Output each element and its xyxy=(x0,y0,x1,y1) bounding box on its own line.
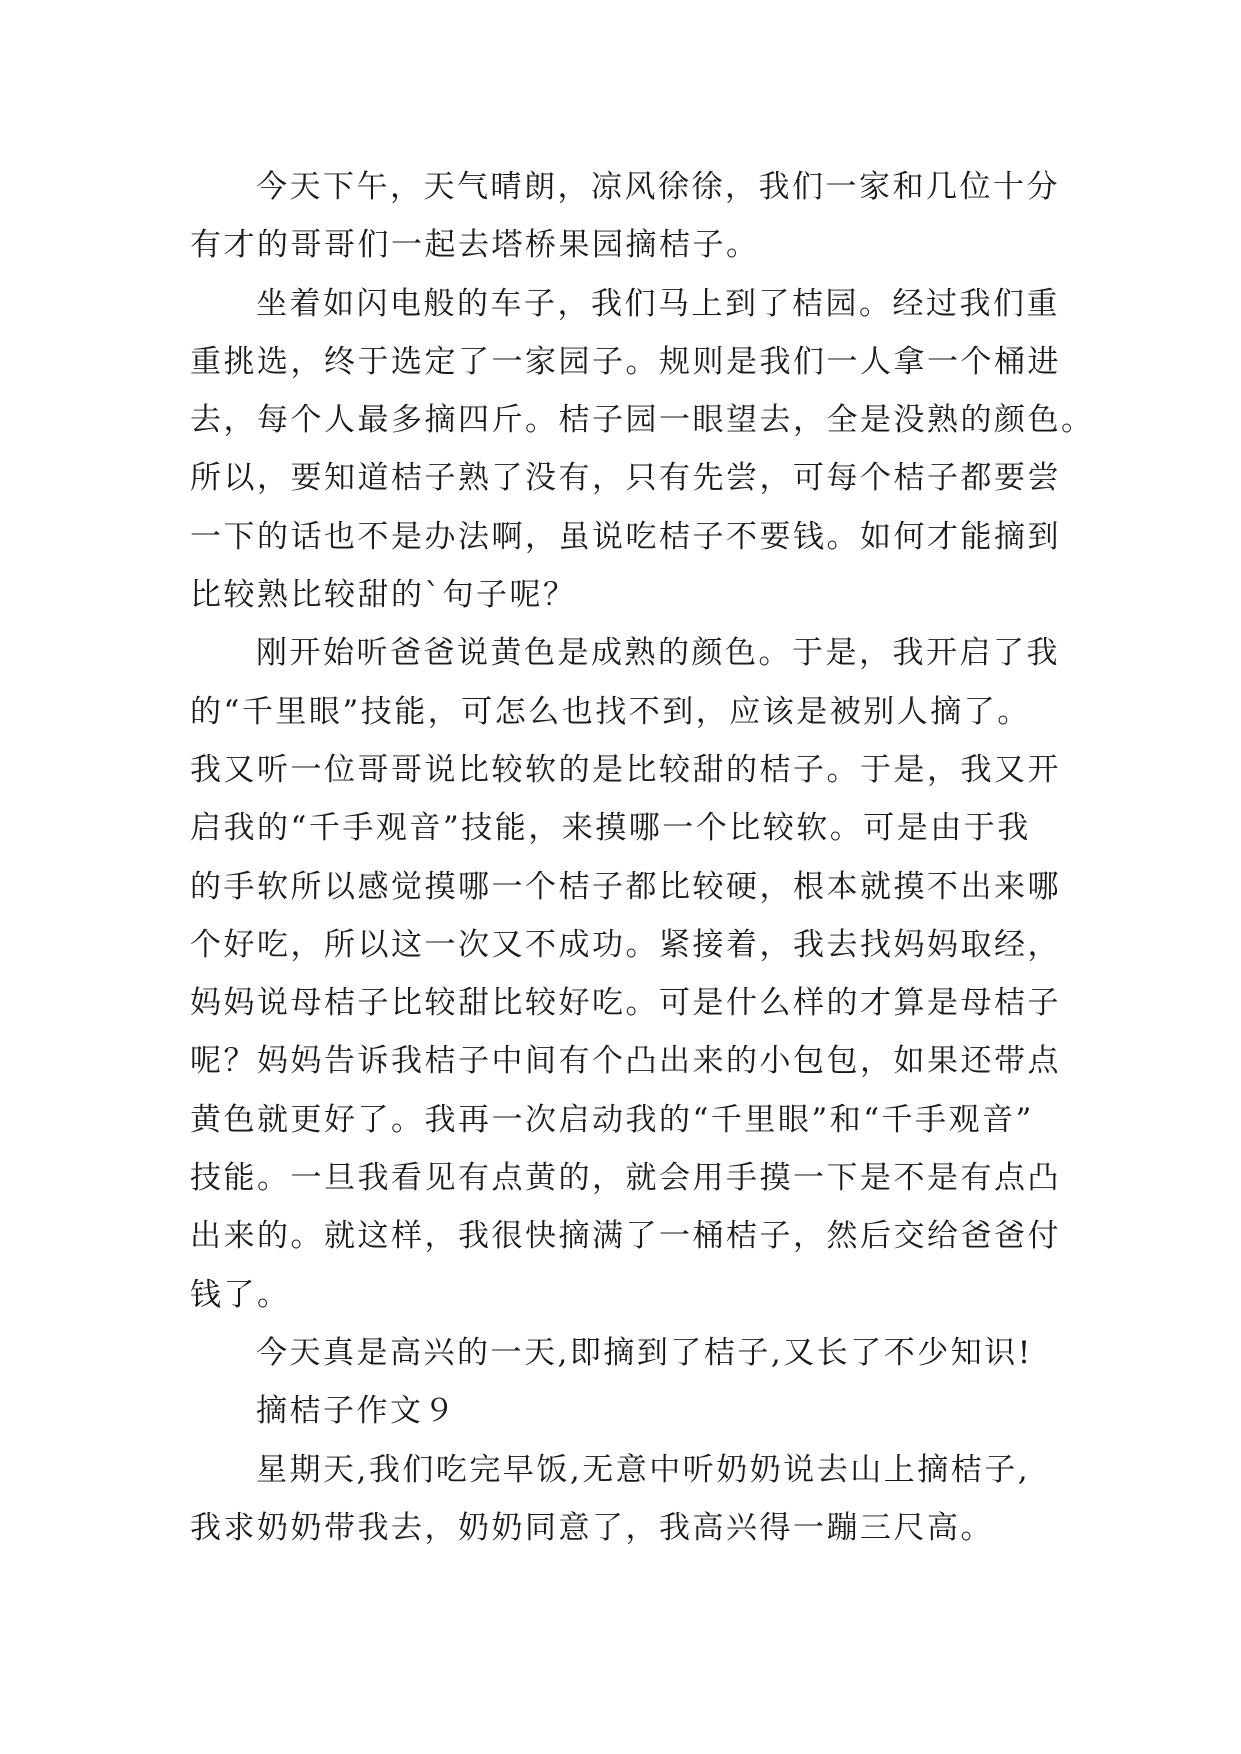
paragraph-2 xyxy=(190,275,1095,625)
text-line: 今天下午，天气晴朗，凉风徐徐，我们一家和几位十分 xyxy=(256,169,1060,205)
text-line: 呢？妈妈告诉我桔子中间有个凸出来的小包包，如果还带点 xyxy=(190,1043,1061,1080)
text-line: 的“千里眼”技能，可怎么也找不到，应该是被别人摘了。 xyxy=(190,693,1031,730)
text-line: 一下的话也不是办法啊，虽说吃桔子不要钱。如何才能摘到 xyxy=(190,518,1061,555)
text-line: 重挑选，终于选定了一家园子。规则是我们一人拿一个桶进 xyxy=(190,343,1061,380)
paragraph-5 xyxy=(190,1441,1060,1558)
text-line: 比较熟比较甜的`句子呢？ xyxy=(190,577,577,614)
text-line: 摘桔子作文９ xyxy=(256,1393,457,1430)
paragraph-3 xyxy=(190,624,1060,1324)
text-line: 我求奶奶带我去，奶奶同意了，我高兴得一蹦三尺高。 xyxy=(190,1509,994,1546)
text-line: 有才的哥哥们一起去塔桥果园摘桔子。 xyxy=(190,227,760,264)
text-line: 个好吃，所以这一次又不成功。紧接着，我去找妈妈取经， xyxy=(190,926,1061,963)
text-line: 坐着如闪电般的车子，我们马上到了桔园。经过我们重 xyxy=(256,285,1060,322)
text-line: 刚开始听爸爸说黄色是成熟的颜色。于是，我开启了我 xyxy=(256,635,1060,672)
paragraph-4 xyxy=(190,1324,1060,1382)
text-line: 星期天,我们吃完早饭,无意中听奶奶说去山上摘桔子, xyxy=(256,1451,1031,1488)
text-line: 出来的。就这样，我很快摘满了一桶桔子，然后交给爸爸付 xyxy=(190,1218,1061,1255)
text-line: 我又听一位哥哥说比较软的是比较甜的桔子。于是，我又开 xyxy=(190,751,1061,788)
text-line: 的手软所以感觉摸哪一个桔子都比较硬，根本就摸不出来哪 xyxy=(190,868,1061,905)
text-line: 技能。一旦我看见有点黄的，就会用手摸一下是不是有点凸 xyxy=(190,1160,1061,1197)
section-heading xyxy=(190,1382,1060,1440)
text-line: 黄色就更好了。我再一次启动我的“千里眼”和“千手观音” xyxy=(190,1101,1034,1138)
text-line: 今天真是高兴的一天,即摘到了桔子,又长了不少知识! xyxy=(256,1334,1033,1371)
document-body xyxy=(190,158,1095,1557)
text-line: 所以，要知道桔子熟了没有，只有先尝，可每个桔子都要尝 xyxy=(190,460,1061,497)
text-line: 钱了。 xyxy=(190,1276,291,1313)
text-line: 妈妈说母桔子比较甜比较好吃。可是什么样的才算是母桔子 xyxy=(190,985,1061,1022)
text-line: 去，每个人最多摘四斤。桔子园一眼望去，全是没熟的颜色。 xyxy=(190,402,1095,439)
text-line: 启我的“千手观音”技能，来摸哪一个比较软。可是由于我 xyxy=(190,810,1031,847)
paragraph-1 xyxy=(190,158,1060,275)
